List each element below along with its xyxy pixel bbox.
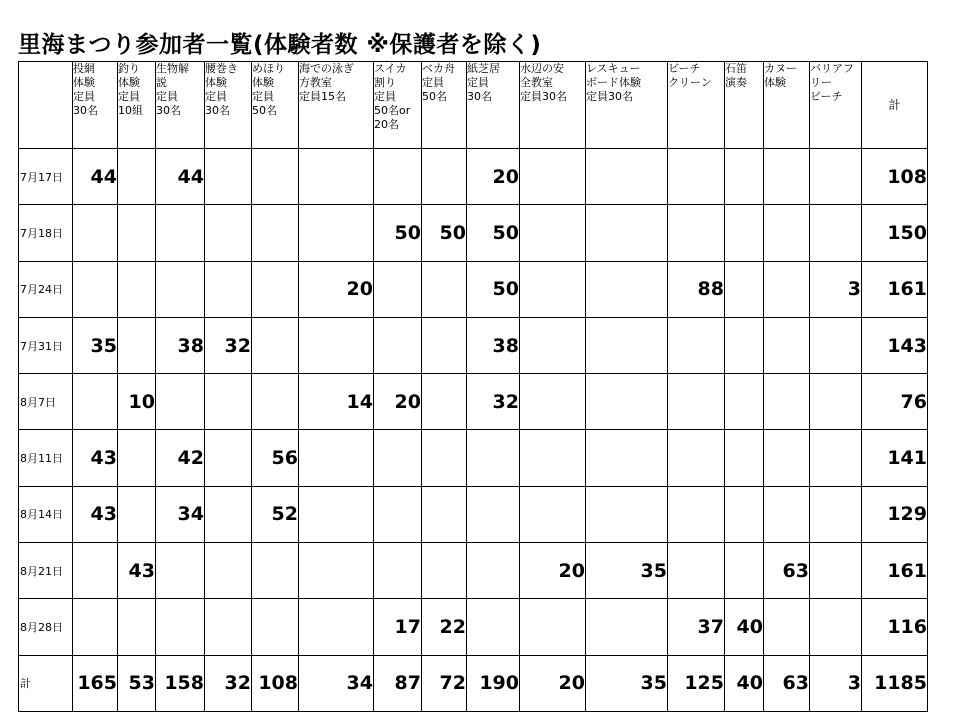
date-cell: 7月24日 [19,261,73,317]
count-cell [764,599,810,655]
count-cell: 20 [467,149,520,205]
count-cell: 165 [73,655,118,711]
header-row [19,62,928,149]
count-cell [668,486,725,542]
count-cell [810,205,862,261]
count-cell [520,261,586,317]
count-cell [668,205,725,261]
count-cell [520,599,586,655]
count-cell [725,430,764,486]
corner-cell [19,62,73,149]
count-cell [520,149,586,205]
count-cell [205,261,252,317]
count-cell [586,486,668,542]
count-cell [422,430,467,486]
count-cell [520,374,586,430]
count-cell [810,599,862,655]
count-cell [118,486,156,542]
table-row [19,430,928,486]
count-cell [156,543,205,599]
column-header: 紙芝居 定員 30名 [467,62,520,149]
count-cell: 17 [374,599,422,655]
count-cell [252,599,299,655]
count-cell [467,430,520,486]
count-cell [252,261,299,317]
count-cell [73,205,118,261]
participants-table [18,61,928,712]
count-cell [764,261,810,317]
count-cell [374,430,422,486]
count-cell: 37 [668,599,725,655]
count-cell [73,599,118,655]
count-cell: 50 [422,205,467,261]
count-cell [422,317,467,373]
count-cell [205,543,252,599]
count-cell [764,149,810,205]
count-cell: 50 [467,261,520,317]
count-cell: 44 [73,149,118,205]
count-cell: 161 [862,543,928,599]
count-cell [73,374,118,430]
count-cell: 40 [725,655,764,711]
count-cell [586,149,668,205]
column-header: カヌー 体験 [764,62,810,149]
count-cell: 150 [862,205,928,261]
count-cell [668,374,725,430]
table-row [19,317,928,373]
count-cell [725,205,764,261]
column-header: ビーチ クリーン [668,62,725,149]
count-cell: 63 [764,543,810,599]
count-cell [668,149,725,205]
count-cell: 38 [467,317,520,373]
count-cell [586,599,668,655]
count-cell [586,205,668,261]
count-cell [422,149,467,205]
count-cell [422,486,467,542]
column-header: ベカ舟 定員 50名 [422,62,467,149]
count-cell [810,543,862,599]
count-cell [467,599,520,655]
count-cell: 1185 [862,655,928,711]
count-cell: 3 [810,261,862,317]
count-cell [299,486,374,542]
count-cell [725,486,764,542]
count-cell: 22 [422,599,467,655]
count-cell: 32 [467,374,520,430]
count-cell: 20 [374,374,422,430]
count-cell [586,261,668,317]
count-cell [299,317,374,373]
count-cell [299,430,374,486]
count-cell [810,486,862,542]
count-cell: 72 [422,655,467,711]
table-row [19,149,928,205]
count-cell [299,599,374,655]
count-cell: 20 [299,261,374,317]
count-cell [252,543,299,599]
count-cell: 158 [156,655,205,711]
date-cell: 7月18日 [19,205,73,261]
count-cell [205,599,252,655]
count-cell: 190 [467,655,520,711]
count-cell [810,149,862,205]
page-title: 里海まつり参加者一覧(体験者数 ※保護者を除く) [18,32,542,58]
count-cell [252,205,299,261]
count-cell: 88 [668,261,725,317]
count-cell: 53 [118,655,156,711]
table-row [19,543,928,599]
date-cell: 8月28日 [19,599,73,655]
count-cell [668,317,725,373]
column-header: スイカ 割り 定員 50名or 20名 [374,62,422,149]
count-cell [586,430,668,486]
date-cell: 8月7日 [19,374,73,430]
count-cell: 35 [586,543,668,599]
count-cell: 20 [520,655,586,711]
count-cell [374,543,422,599]
count-cell: 32 [205,317,252,373]
count-cell [156,599,205,655]
count-cell: 20 [520,543,586,599]
count-cell [586,317,668,373]
count-cell [764,374,810,430]
count-cell [586,374,668,430]
count-cell [422,261,467,317]
column-header: 石笛 演奏 [725,62,764,149]
count-cell: 87 [374,655,422,711]
count-cell [205,149,252,205]
count-cell [810,430,862,486]
count-cell: 76 [862,374,928,430]
count-cell [374,486,422,542]
count-cell: 42 [156,430,205,486]
count-cell [156,374,205,430]
count-cell [252,149,299,205]
count-cell [810,317,862,373]
count-cell: 143 [862,317,928,373]
count-cell [156,205,205,261]
count-cell: 108 [252,655,299,711]
column-header: レスキュー ボード体験 定員30名 [586,62,668,149]
column-header: 海での泳ぎ 方教室 定員15名 [299,62,374,149]
count-cell: 43 [118,543,156,599]
count-cell [205,430,252,486]
count-cell [810,374,862,430]
count-cell: 35 [586,655,668,711]
count-cell: 141 [862,430,928,486]
column-header: 腰巻き 体験 定員 30名 [205,62,252,149]
date-cell: 7月31日 [19,317,73,373]
count-cell [725,317,764,373]
count-cell [764,486,810,542]
count-cell: 161 [862,261,928,317]
count-cell [118,205,156,261]
count-cell [73,543,118,599]
count-cell [520,430,586,486]
count-cell [73,261,118,317]
column-header: 投網 体験 定員 30名 [73,62,118,149]
count-cell [520,205,586,261]
count-cell: 63 [764,655,810,711]
column-header: 釣り 体験 定員 10組 [118,62,156,149]
column-header: 計 [862,62,928,149]
count-cell: 56 [252,430,299,486]
count-cell [205,205,252,261]
count-cell [725,149,764,205]
count-cell [374,261,422,317]
count-cell [118,599,156,655]
column-header: バリアフ リー ビーチ [810,62,862,149]
count-cell [156,261,205,317]
count-cell [118,430,156,486]
count-cell [764,205,810,261]
count-cell [299,543,374,599]
count-cell: 14 [299,374,374,430]
count-cell [520,317,586,373]
count-cell [205,486,252,542]
count-cell [668,543,725,599]
table-row [19,261,928,317]
count-cell: 10 [118,374,156,430]
column-header: めほり 体験 定員 50名 [252,62,299,149]
table-row [19,205,928,261]
count-cell [725,261,764,317]
count-cell: 38 [156,317,205,373]
count-cell: 32 [205,655,252,711]
count-cell: 34 [156,486,205,542]
table-row [19,486,928,542]
count-cell [299,205,374,261]
count-cell [252,317,299,373]
count-cell [520,486,586,542]
date-cell: 8月21日 [19,543,73,599]
count-cell: 52 [252,486,299,542]
count-cell [467,543,520,599]
count-cell [725,374,764,430]
count-cell [252,374,299,430]
count-cell: 116 [862,599,928,655]
count-cell: 40 [725,599,764,655]
count-cell [764,317,810,373]
table-row [19,374,928,430]
count-cell: 35 [73,317,118,373]
date-cell: 7月17日 [19,149,73,205]
count-cell: 43 [73,430,118,486]
table-row [19,599,928,655]
count-cell [374,317,422,373]
count-cell [467,486,520,542]
date-cell: 計 [19,655,73,711]
count-cell: 3 [810,655,862,711]
count-cell [118,149,156,205]
count-cell [205,374,252,430]
total-row [19,655,928,711]
date-cell: 8月11日 [19,430,73,486]
date-cell: 8月14日 [19,486,73,542]
count-cell: 44 [156,149,205,205]
count-cell [422,543,467,599]
count-cell [668,430,725,486]
count-cell [725,543,764,599]
column-header: 生物解 説 定員 30名 [156,62,205,149]
count-cell: 50 [374,205,422,261]
count-cell: 34 [299,655,374,711]
count-cell [299,149,374,205]
count-cell: 129 [862,486,928,542]
count-cell [764,430,810,486]
count-cell [374,149,422,205]
count-cell: 43 [73,486,118,542]
count-cell: 108 [862,149,928,205]
count-cell [118,261,156,317]
column-header: 水辺の安 全教室 定員30名 [520,62,586,149]
count-cell: 125 [668,655,725,711]
count-cell [422,374,467,430]
count-cell: 50 [467,205,520,261]
count-cell [118,317,156,373]
